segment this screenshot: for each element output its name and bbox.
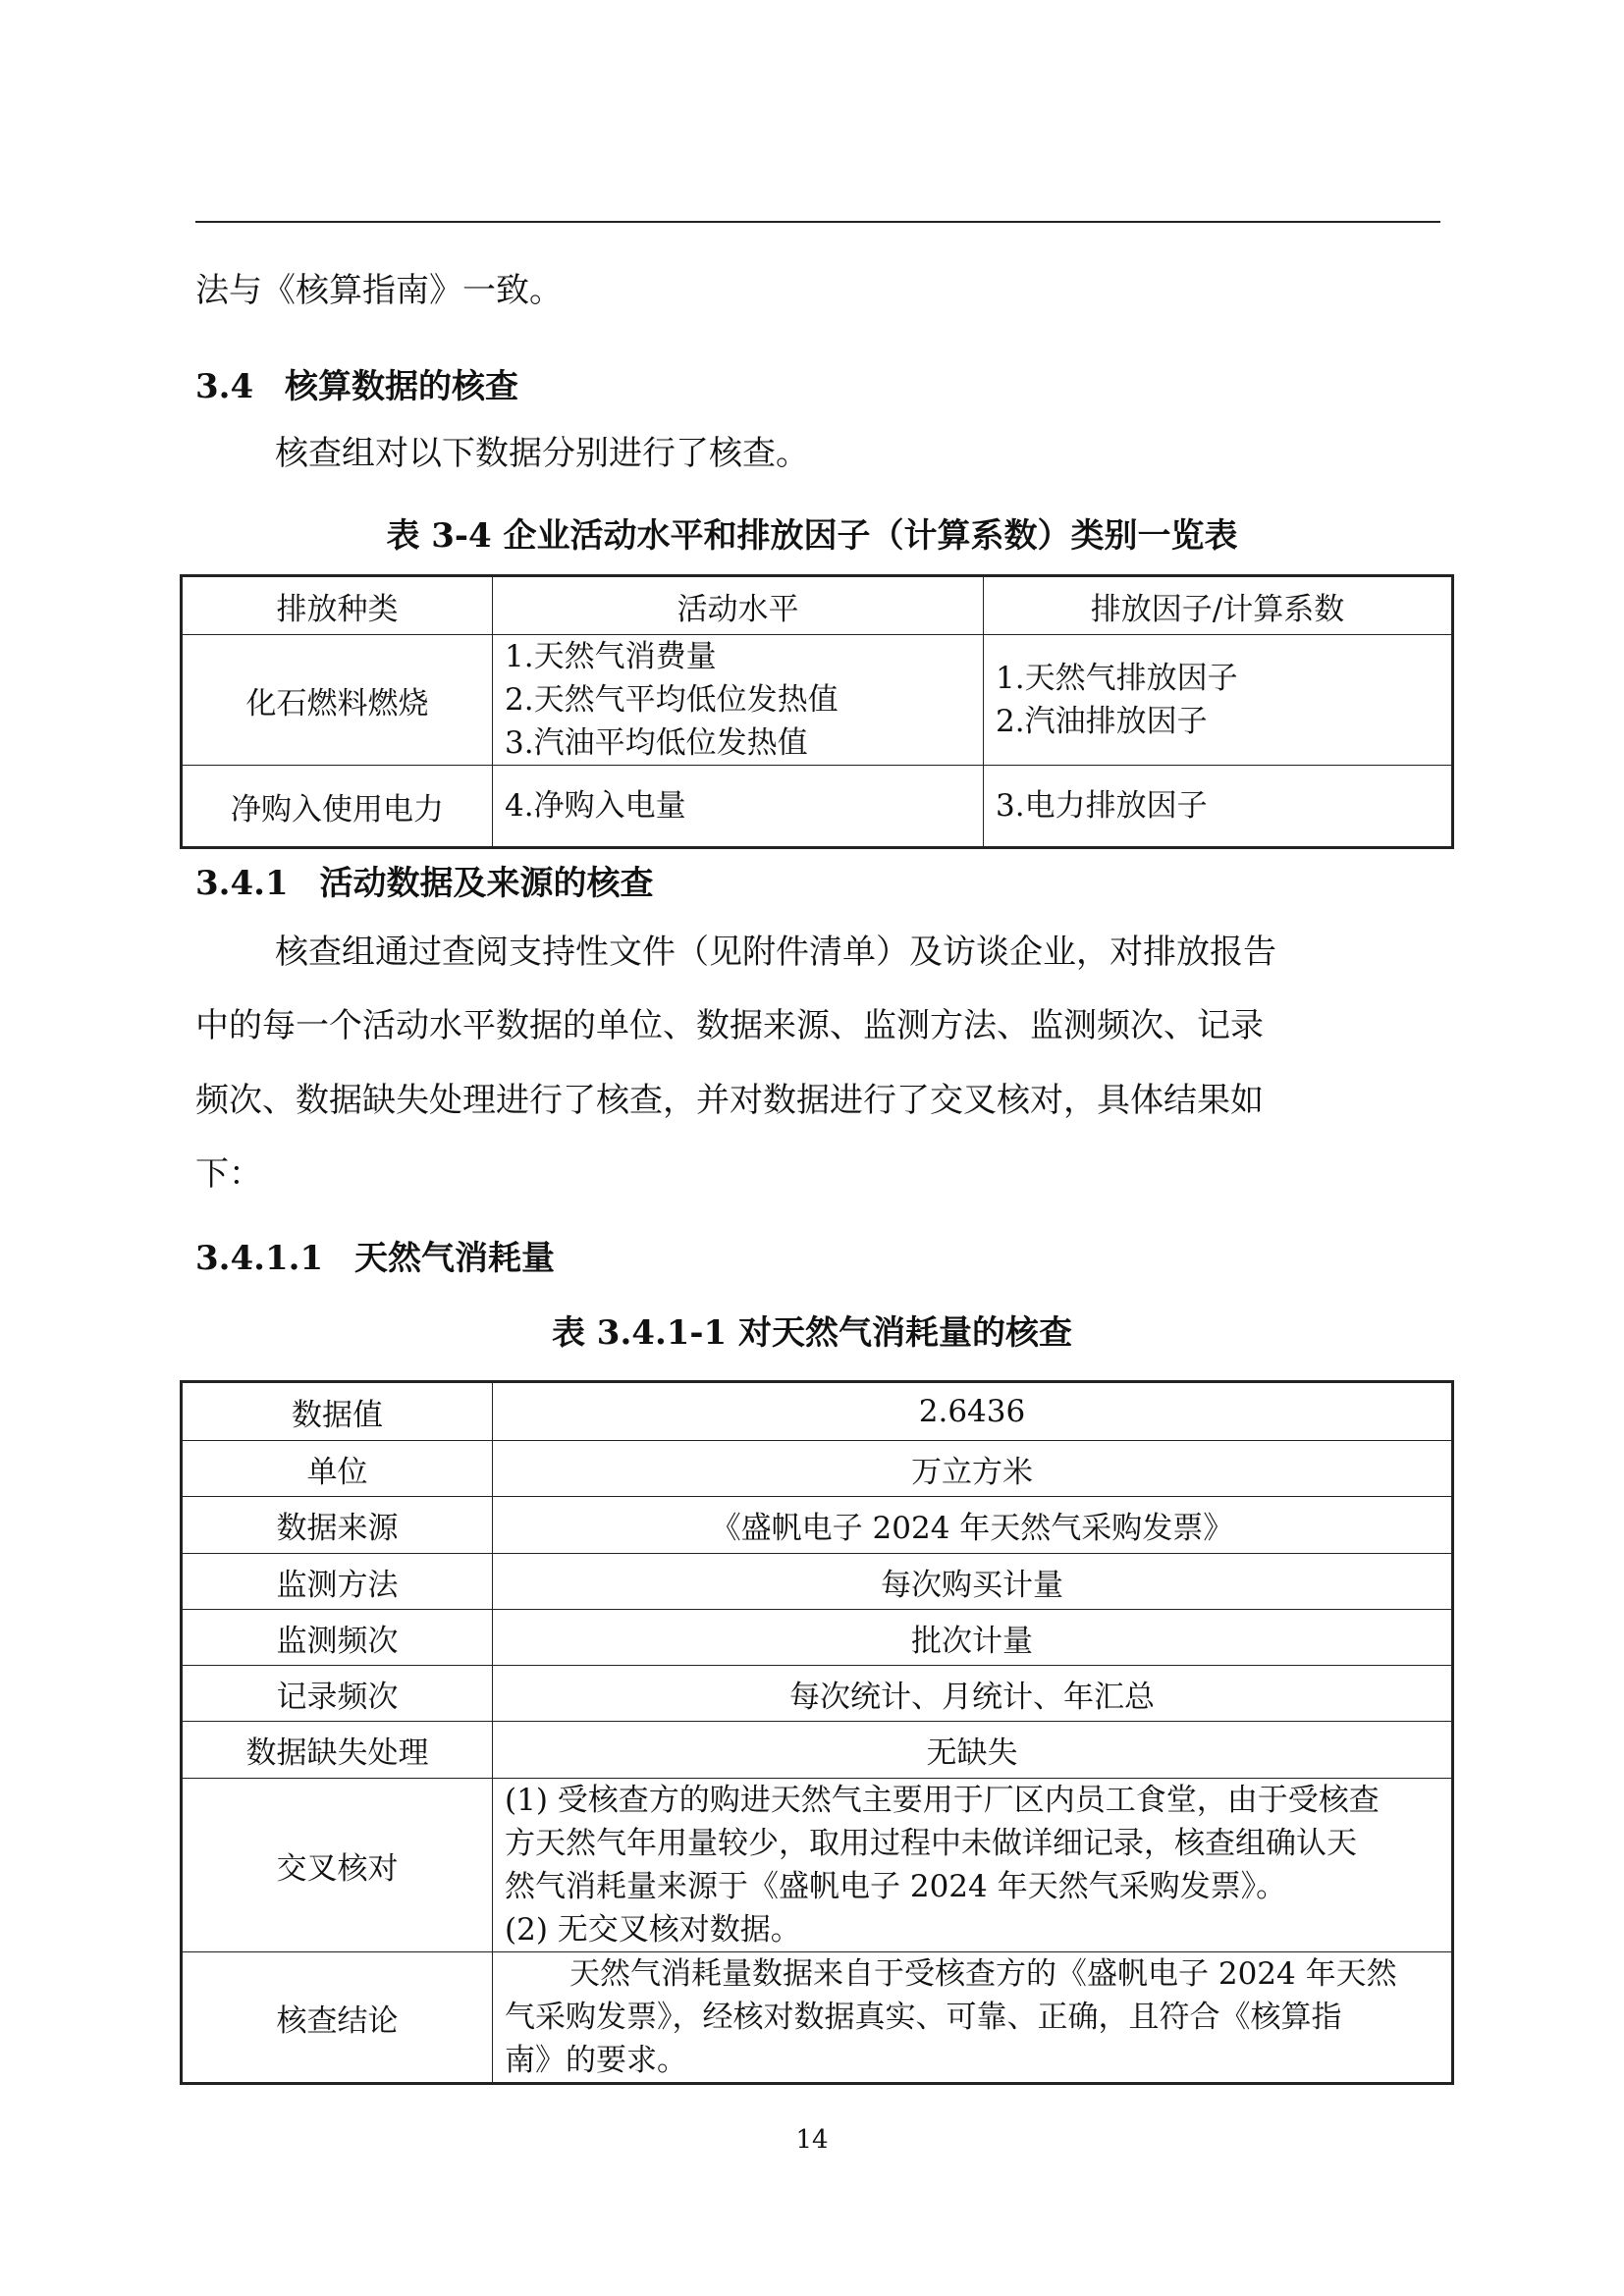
row-value: 批次计量: [493, 1610, 1453, 1666]
table-row: [182, 766, 1453, 848]
category-cell: 化石燃料燃烧: [182, 635, 493, 766]
table-row: [182, 1722, 1453, 1779]
cross-check-cell: [493, 1779, 1453, 1952]
section-heading-3-4-1: [195, 856, 654, 904]
table-row: [182, 635, 1453, 766]
header-rule: [195, 221, 1440, 223]
activity-item: 4.净购入电量: [505, 788, 686, 824]
row-value: 每次统计、月统计、年汇总: [493, 1666, 1453, 1722]
section-number: 3.4.1: [195, 864, 289, 903]
activity-factor-table: [180, 574, 1454, 849]
table-row: [182, 1441, 1453, 1497]
natural-gas-check-table: [180, 1380, 1454, 2085]
table-row-cross-check: [182, 1779, 1453, 1952]
header-cell: 排放种类: [182, 576, 493, 635]
row-label: 监测方法: [182, 1554, 493, 1610]
row-value: 2.6436: [493, 1382, 1453, 1441]
cross-check-line: (2) 无交叉核对数据。: [505, 1912, 801, 1948]
activity-item: 2.天然气平均低位发热值: [505, 682, 839, 718]
section-number: 3.4: [195, 367, 254, 406]
section-title: 活动数据及来源的核查: [319, 864, 654, 903]
paragraph-line: 中的每一个活动水平数据的单位、数据来源、监测方法、监测频次、记录: [195, 1006, 1264, 1045]
row-label: 监测频次: [182, 1610, 493, 1666]
row-value: 每次购买计量: [493, 1554, 1453, 1610]
header-cell: 排放因子/计算系数: [984, 576, 1453, 635]
row-label: 交叉核对: [182, 1779, 493, 1952]
category-cell: 净购入使用电力: [182, 766, 493, 848]
table-row-conclusion: [182, 1952, 1453, 2084]
row-label: 数据值: [182, 1382, 493, 1441]
table-row: [182, 1497, 1453, 1554]
conclusion-line: 南》的要求。: [505, 2043, 687, 2078]
table-row: [182, 1382, 1453, 1441]
conclusion-cell: [493, 1952, 1453, 2084]
row-value: 无缺失: [493, 1722, 1453, 1779]
factor-item: 2.汽油排放因子: [996, 704, 1208, 739]
intro-line: 法与《核算指南》一致。: [195, 271, 563, 310]
cross-check-line: 方天然气年用量较少，取用过程中未做详细记录，核查组确认天: [505, 1826, 1357, 1861]
table-header-row: [182, 576, 1453, 635]
section-number: 3.4.1.1: [195, 1239, 324, 1278]
section-heading-3-4-1-1: [195, 1231, 555, 1279]
section-title: 天然气消耗量: [353, 1239, 555, 1278]
cross-check-line: 然气消耗量来源于《盛帆电子 2024 年天然气采购发票》。: [505, 1869, 1287, 1904]
activity-item: 1.天然气消费量: [505, 639, 717, 674]
paragraph-line: 下：: [195, 1154, 262, 1194]
paragraph-line: 核查组通过查阅支持性文件（见附件清单）及访谈企业，对排放报告: [275, 933, 1276, 972]
factor-item: 3.电力排放因子: [996, 788, 1208, 824]
factor-item: 1.天然气排放因子: [996, 661, 1238, 696]
table-row: [182, 1554, 1453, 1610]
factor-cell: [984, 766, 1453, 848]
row-label: 数据缺失处理: [182, 1722, 493, 1779]
factor-cell: [984, 635, 1453, 766]
page-number: 14: [795, 2125, 829, 2155]
conclusion-line: 气采购发票》，经核对数据真实、可靠、正确，且符合《核算指: [505, 2000, 1342, 2035]
row-label: 数据来源: [182, 1497, 493, 1554]
activity-cell: [493, 766, 984, 848]
section-title: 核算数据的核查: [285, 367, 518, 406]
row-label: 核查结论: [182, 1952, 493, 2084]
row-value: 《盛帆电子 2024 年天然气采购发票》: [493, 1497, 1453, 1554]
header-cell: 活动水平: [493, 576, 984, 635]
table-row: [182, 1666, 1453, 1722]
section-paragraph: 核查组对以下数据分别进行了核查。: [275, 434, 809, 473]
table-caption: 表 3.4.1-1 对天然气消耗量的核查: [551, 1313, 1073, 1353]
table-caption: 表 3-4 企业活动水平和排放因子（计算系数）类别一览表: [386, 516, 1238, 556]
section-heading-3-4: [195, 359, 518, 407]
row-value: 万立方米: [493, 1441, 1453, 1497]
table-row: [182, 1610, 1453, 1666]
activity-cell: [493, 635, 984, 766]
row-label: 单位: [182, 1441, 493, 1497]
paragraph-line: 频次、数据缺失处理进行了核查，并对数据进行了交叉核对，具体结果如: [195, 1081, 1264, 1120]
row-label: 记录频次: [182, 1666, 493, 1722]
conclusion-line: 天然气消耗量数据来自于受核查方的《盛帆电子 2024 年天然: [569, 1956, 1397, 1992]
activity-item: 3.汽油平均低位发热值: [505, 725, 808, 761]
cross-check-line: (1) 受核查方的购进天然气主要用于厂区内员工食堂，由于受核查: [505, 1783, 1380, 1818]
